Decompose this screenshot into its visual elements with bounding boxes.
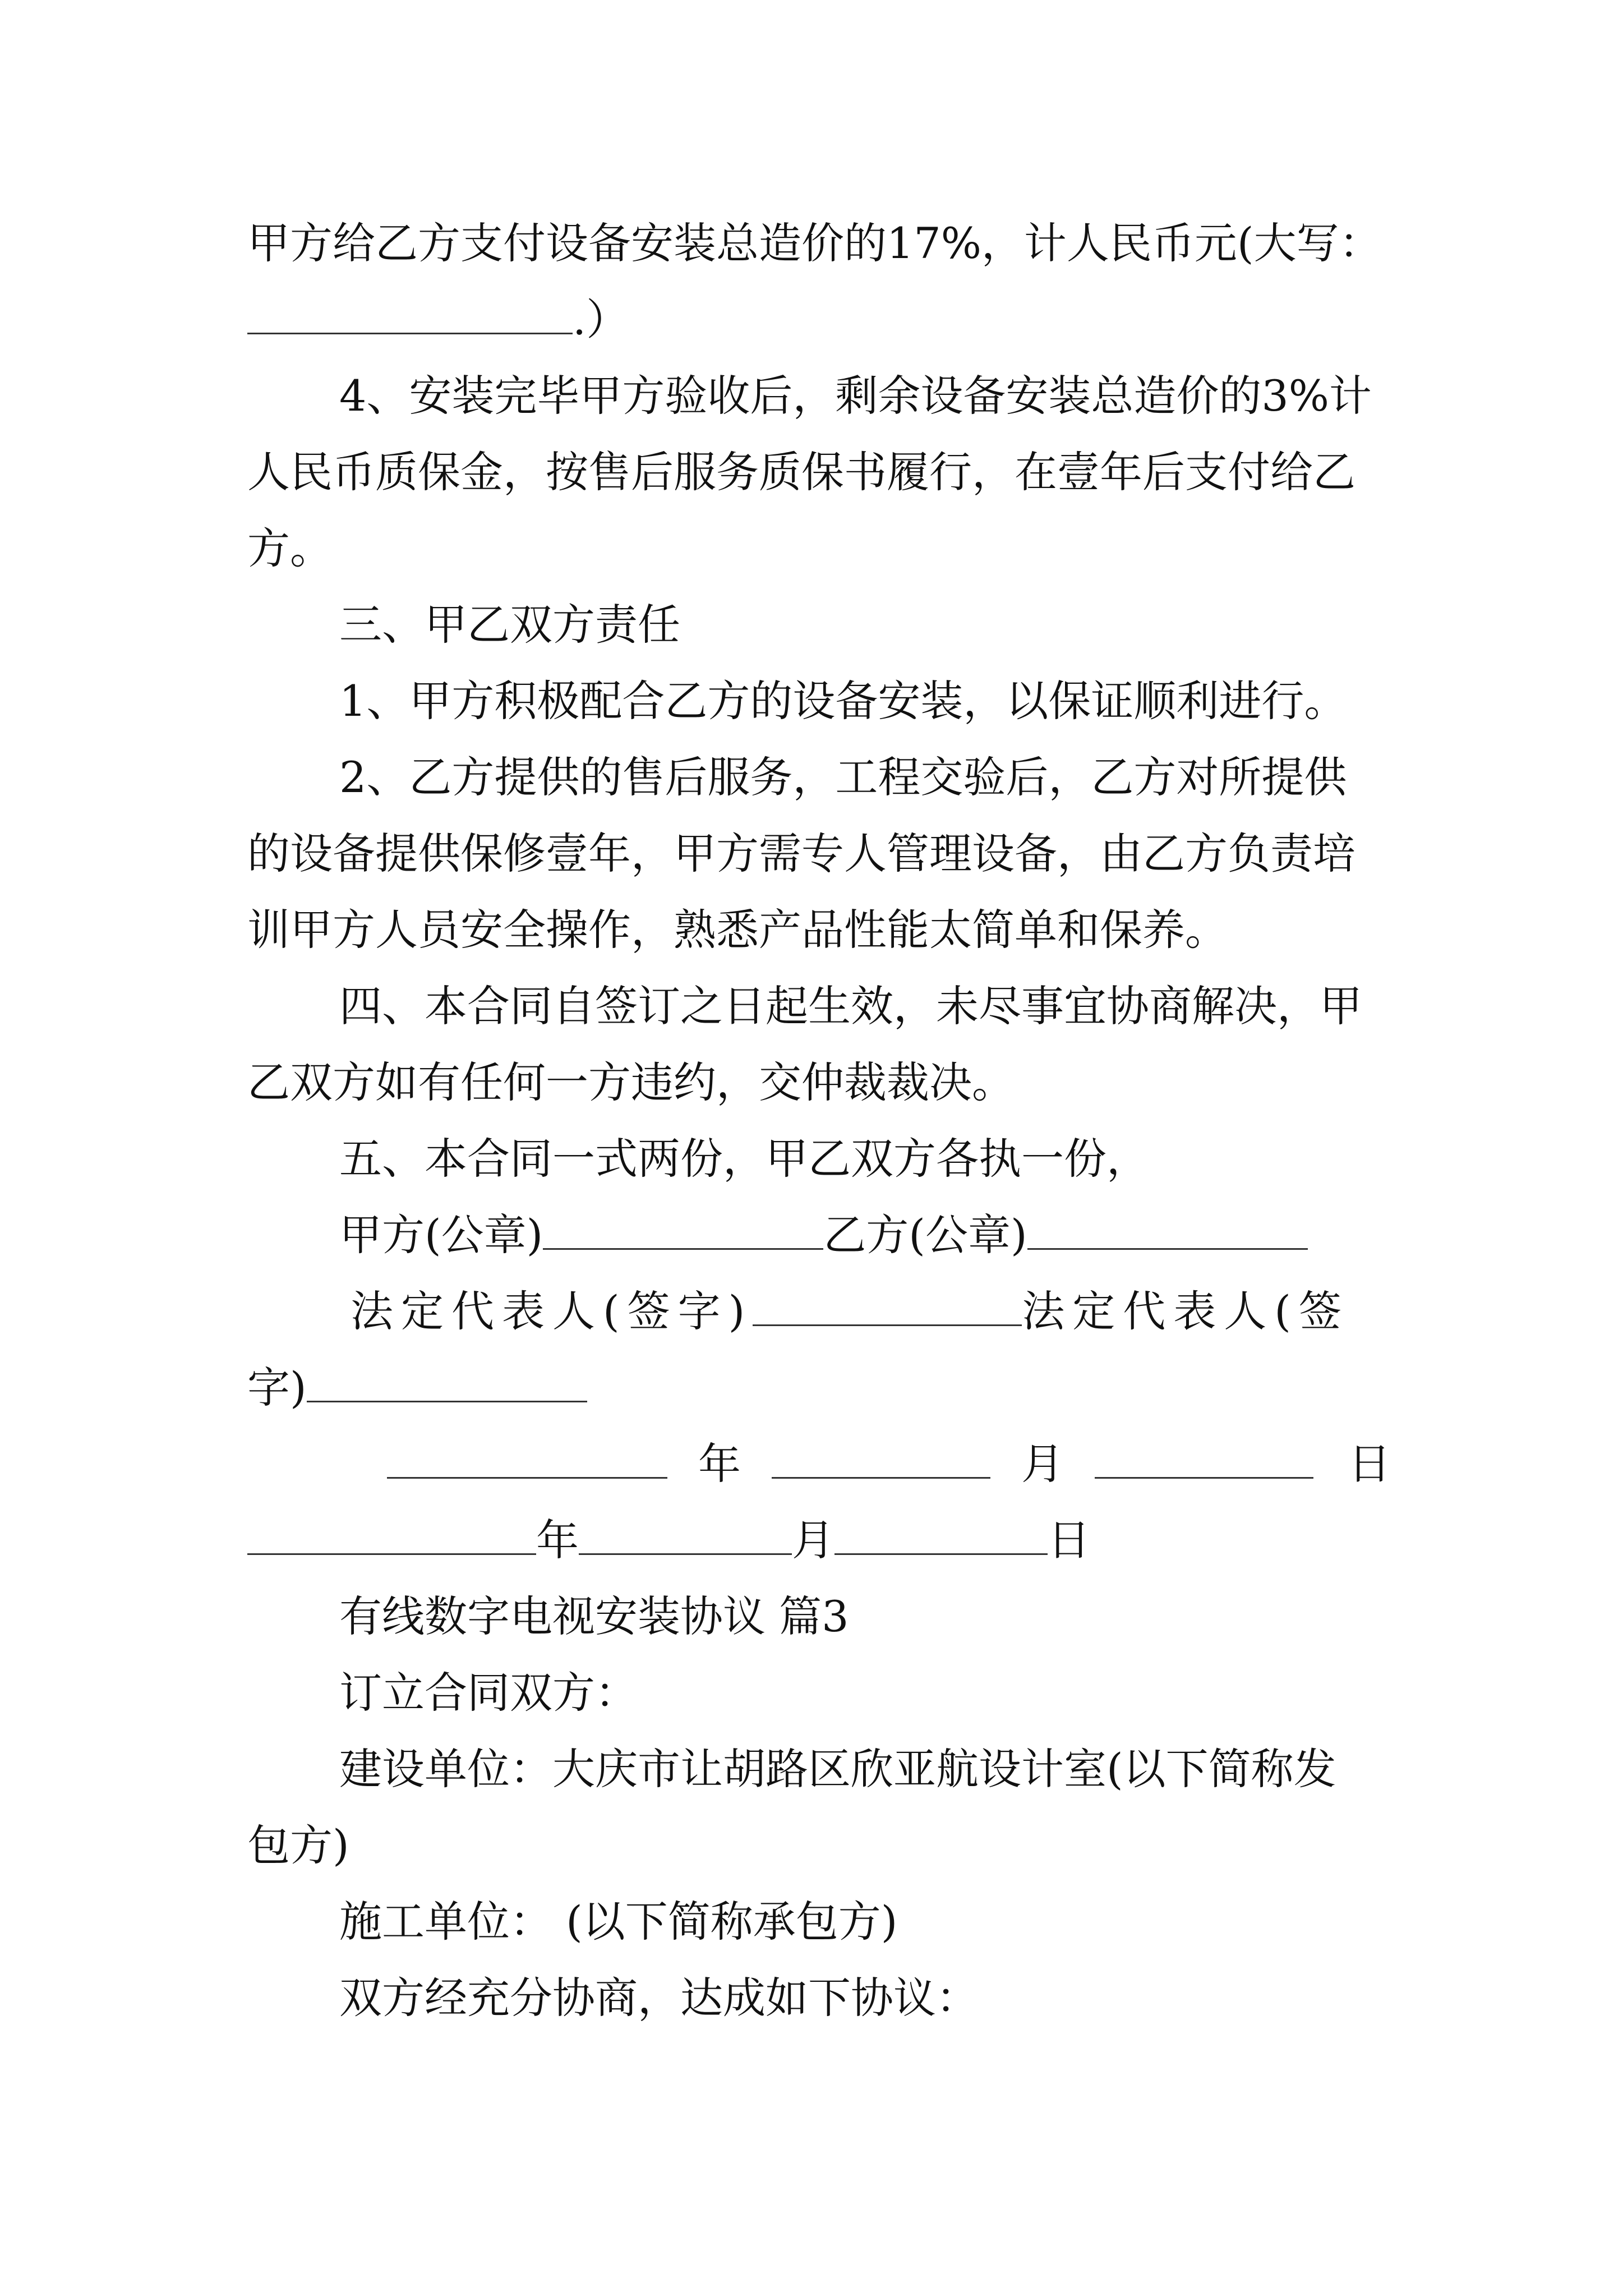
paragraph-line: 4、安装完毕甲方验收后，剩余设备安装总造价的3%计 [339,371,1372,421]
paragraph-line: 五、本合同一式两份，甲乙双方各执一份， [339,1134,1149,1184]
party-a-representative-label: 法定代表人(签字) [351,1286,753,1336]
fill-blank [247,296,573,334]
fill-blank [543,1211,823,1250]
fill-blank [834,1516,1048,1555]
paragraph-line: 施工单位： (以下简称承包方) [339,1897,898,1947]
text-line [247,292,629,348]
party-b-representative-label: 法定代表人(签 [1022,1286,1349,1336]
text-line: 乙双方如有任何一方违约，交仲裁裁决。 [247,1057,1015,1107]
day-label: 日 [1048,1515,1090,1565]
month-label: 月 [1021,1439,1064,1489]
fill-blank [1095,1440,1313,1479]
fill-blank [247,1516,536,1555]
text-line: 包方) [247,1820,349,1870]
paragraph-line: 订立合同双方： [339,1668,638,1718]
fill-blank [579,1516,792,1555]
date-line [247,1512,1090,1568]
year-label: 年 [536,1515,579,1565]
date-line [387,1436,1391,1492]
party-b-seal-label: 乙方(公章) [823,1210,1027,1260]
month-label: 月 [792,1515,834,1565]
text-line: 的设备提供保修壹年，甲方需专人管理设备，由乙方负责培 [247,829,1355,878]
year-label: 年 [698,1439,741,1489]
text-line: 甲方给乙方支付设备安装总造价的17%，计人民币元(大写： [247,218,1382,268]
paragraph-line: 四、本合同自签订之日起生效，未尽事宜协商解决，甲 [339,981,1362,1031]
fill-blank [772,1440,990,1479]
signature-line-representative [351,1283,1349,1340]
fill-blank [753,1287,1022,1326]
text-line: 人民币质保金，按售后服务质保书履行，在壹年后支付给乙 [247,447,1355,497]
section-heading: 三、甲乙双方责任 [339,600,680,650]
signature-line-continued [247,1360,587,1416]
party-a-seal-label: 甲方(公章) [339,1210,543,1260]
text-line: 训甲方人员安全操作，熟悉产品性能太简单和保养。 [247,905,1228,955]
paragraph-line: 2、乙方提供的售后服务，工程交验后，乙方对所提供 [339,752,1347,802]
fill-blank [387,1440,667,1479]
signature-label: 字) [247,1363,307,1412]
day-label: 日 [1348,1439,1391,1489]
signature-line-seal [339,1207,1308,1263]
paragraph-line: 1、甲方积极配合乙方的设备安装，以保证顺利进行。 [339,676,1347,726]
section-title: 有线数字电视安装协议 篇3 [339,1591,849,1641]
paragraph-line: 建设单位：大庆市让胡路区欣亚航设计室(以下简称发 [339,1744,1336,1794]
line-text: .） [573,295,629,344]
fill-blank [1027,1211,1308,1250]
text-line: 方。 [247,523,333,573]
fill-blank [307,1364,587,1402]
paragraph-line: 双方经充分协商，达成如下协议： [339,1973,979,2023]
